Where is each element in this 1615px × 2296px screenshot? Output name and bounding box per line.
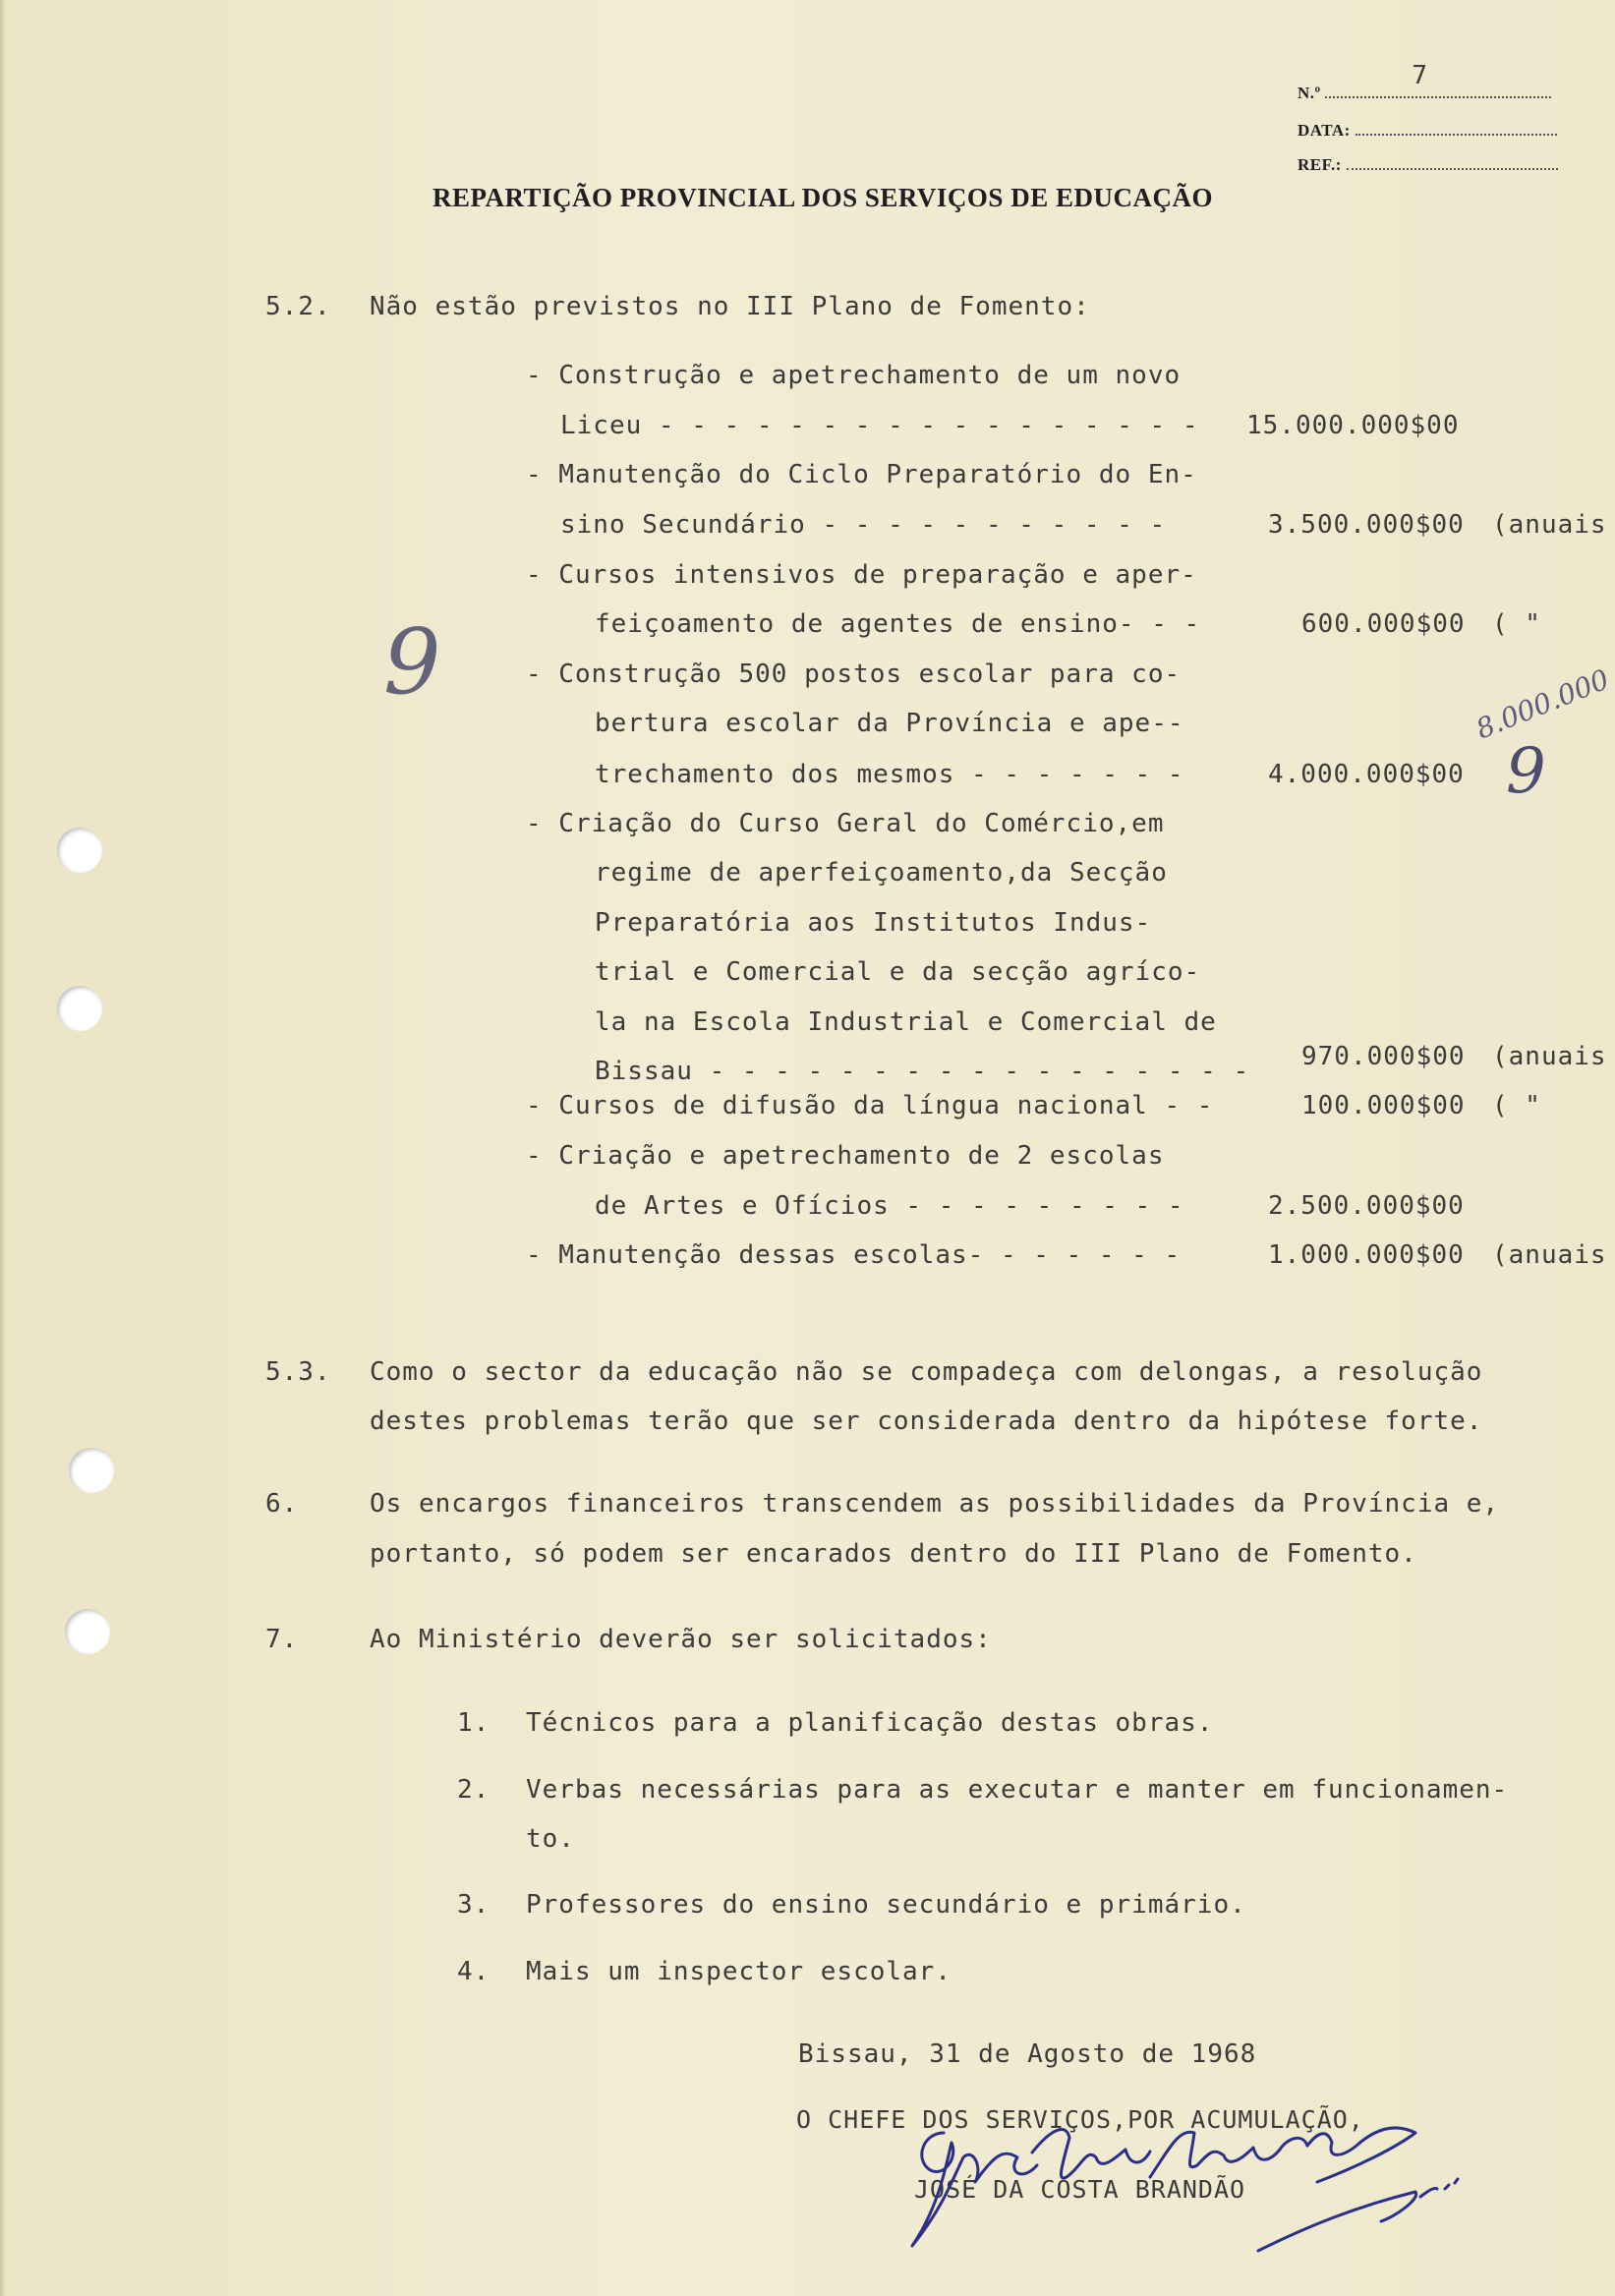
handwritten-mark-right-text: 9 — [1506, 735, 1546, 808]
budget-item-line: - Manutenção do Ciclo Preparatório do En- — [526, 460, 1197, 489]
section-number: 7. — [265, 1625, 299, 1654]
budget-item-line: regime de aperfeiçoamento,da Secção — [595, 858, 1168, 888]
page-title: REPARTIÇÃO PROVINCIAL DOS SERVIÇOS DE EDUCAÇÃO — [433, 183, 1213, 212]
budget-amount: 4.000.000$00 — [1268, 760, 1465, 789]
budget-item-line: - Cursos de difusão da língua nacional - - — [526, 1091, 1214, 1120]
budget-note: ( " — [1492, 1091, 1541, 1120]
request-number: 4. — [457, 1957, 490, 1986]
punch-hole — [65, 1609, 110, 1654]
place-date: Bissau, 31 de Agosto de 1968 — [798, 2039, 1257, 2069]
budget-note: (anuais — [1492, 1042, 1607, 1071]
budget-item-line: de Artes e Ofícios - - - - - - - - - — [595, 1191, 1184, 1221]
budget-item-line: - Construção 500 postos escolar para co- — [526, 660, 1182, 689]
budget-item-line: - Manutenção dessas escolas- - - - - - - — [526, 1240, 1182, 1270]
budget-amount: 2.500.000$00 — [1268, 1191, 1465, 1221]
punch-hole — [57, 828, 102, 873]
number-value: 7 — [1412, 61, 1428, 90]
budget-item-line: - Criação e apetrechamento de 2 escolas — [526, 1141, 1165, 1171]
handwritten-mark-right — [1506, 735, 1546, 808]
budget-item-line: - Criação do Curso Geral do Comércio,em — [526, 809, 1165, 838]
paragraph-line: destes problemas terão que ser considerada dentro da hipótese forte. — [370, 1406, 1483, 1436]
budget-amount: 970.000$00 — [1301, 1042, 1466, 1071]
request-line: Técnicos para a planificação destas obras. — [526, 1708, 1214, 1738]
budget-item-line: feiçoamento de agentes de ensino- - - — [595, 609, 1201, 639]
handwritten-total — [1471, 663, 1614, 746]
paragraph-line: Como o sector da educação não se compadeça com delongas, a resolução — [370, 1357, 1483, 1387]
request-number: 3. — [457, 1890, 490, 1920]
budget-item-line: Liceu - - - - - - - - - - - - - - - - - — [560, 411, 1199, 440]
budget-item-line: sino Secundário - - - - - - - - - - - — [560, 510, 1167, 540]
number-field — [1298, 61, 1551, 103]
budget-note: ( " — [1492, 609, 1541, 639]
budget-item-line: Bissau - - - - - - - - - - - - - - - - - — [595, 1057, 1250, 1086]
budget-item-line: la na Escola Industrial e Comercial de — [595, 1007, 1217, 1037]
budget-amount: 600.000$00 — [1301, 609, 1466, 639]
section-heading: Ao Ministério deverão ser solicitados: — [370, 1625, 992, 1654]
signature — [885, 2089, 1474, 2275]
budget-amount: 100.000$00 — [1301, 1091, 1466, 1120]
paragraph-line: Os encargos financeiros transcendem as possibilidades da Província e, — [370, 1489, 1500, 1519]
handwritten-mark-text: 9 — [383, 609, 441, 715]
request-number: 1. — [457, 1708, 490, 1738]
punch-hole — [69, 1448, 114, 1493]
budget-item-line: Preparatória aos Institutos Indus- — [595, 908, 1152, 938]
request-line: to. — [526, 1824, 575, 1854]
section-number: 5.2. — [265, 292, 331, 321]
number-label: N.º — [1298, 84, 1321, 102]
section-number: 5.3. — [265, 1357, 331, 1387]
request-line: Professores do ensino secundário e primário. — [526, 1890, 1246, 1920]
budget-item-line: - Cursos intensivos de preparação e aper- — [526, 560, 1197, 590]
section-heading: Não estão previstos no III Plano de Fomento: — [370, 292, 1090, 321]
request-line: Mais um inspector escolar. — [526, 1957, 952, 1986]
date-field — [1298, 116, 1557, 141]
budget-note: (anuais — [1492, 1240, 1607, 1270]
budget-amount: 15.000.000$00 — [1246, 411, 1460, 440]
section-number: 6. — [265, 1489, 299, 1519]
handwritten-total-text: 8.000.000 — [1471, 662, 1614, 746]
budget-amount: 1.000.000$00 — [1268, 1240, 1465, 1270]
request-line: Verbas necessárias para as executar e manter em funcionamen- — [526, 1775, 1509, 1805]
budget-item-line: bertura escolar da Província e ape-- — [595, 709, 1184, 738]
ref-field — [1298, 150, 1558, 175]
signatory-name: JOSÉ DA COSTA BRANDÃO — [914, 2175, 1246, 2204]
punch-hole — [57, 986, 102, 1031]
ref-label: REF.: — [1298, 155, 1342, 174]
budget-item-line: trechamento dos mesmos - - - - - - - — [595, 760, 1184, 789]
budget-amount: 3.500.000$00 — [1268, 510, 1465, 540]
date-label: DATA: — [1298, 121, 1351, 140]
handwritten-mark — [383, 609, 441, 715]
budget-item-line: - Construção e apetrechamento de um novo — [526, 361, 1182, 390]
budget-note: (anuais — [1492, 510, 1607, 540]
signatory-role: O CHEFE DOS SERVIÇOS,POR ACUMULAÇÃO, — [796, 2105, 1364, 2134]
request-number: 2. — [457, 1775, 490, 1805]
paragraph-line: portanto, só podem ser encarados dentro do III Plano de Fomento. — [370, 1539, 1417, 1569]
budget-item-line: trial e Comercial e da secção agríco- — [595, 957, 1201, 987]
